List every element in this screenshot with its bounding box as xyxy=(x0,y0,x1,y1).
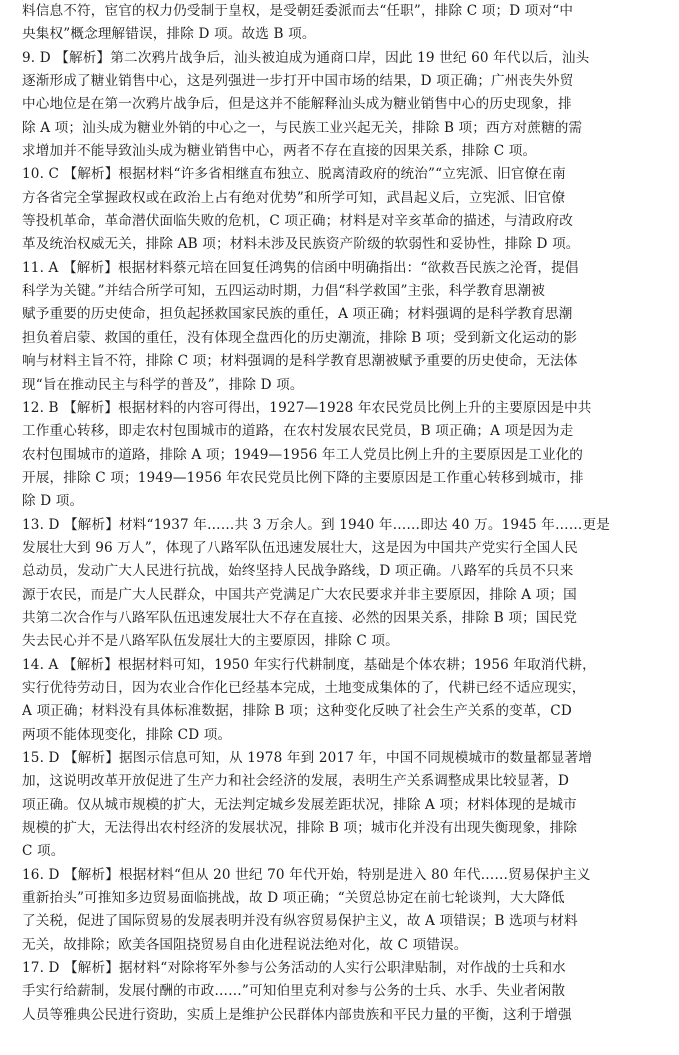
text-line: 源于农民，而是广大人民群众，中国共产党满足广大农民要求并非主要原因，排除 A 项；国 xyxy=(22,586,577,603)
text-line: 求增加并不能导致汕头成为糖业销售中心，两者不存在直接的因果关系，排除 C 项。 xyxy=(22,143,537,160)
text-line: 无关，故排除；欧美各国阻挠贸易自由化进程说法绝对化，故 C 项错误。 xyxy=(22,936,468,953)
item-15-line: 15. D 【解析】据图示信息可知，从 1978 年到 2017 年，中国不同规模城市的数量都显著增 xyxy=(22,750,593,766)
item-13-line: 13. D 【解析】材料“1937 年……共 3 万余人。到 1940 年……即达 40 万。1945 年……更是 xyxy=(22,516,610,533)
text-line: 现“旨在推动民主与科学的普及”，排除 D 项。 xyxy=(22,376,304,393)
text-line: 革及统治权威无关，排除 AB 项；材料未涉及民族资产阶级的软弱性和妥协性，排除 D 项。 xyxy=(22,236,580,253)
item-14-line: 14. A 【解析】根据材料可知，1950 年实行代耕制度，基础是个体农耕；1956 年取消代耕， xyxy=(22,656,596,673)
text-line: 开展，排除 C 项；1949—1956 年农民党员比例下降的主要原因是工作重心转移到城市，排 xyxy=(22,469,584,486)
text-line: 担负着启蒙、救国的重任，没有体现全盘西化的历史潮流，排除 B 项；受到新文化运动的影 xyxy=(22,329,578,346)
text-line: 发展壮大到 96 万人”，体现了八路军队伍迅速发展壮大，这是因为中国共产党实行全国人民 xyxy=(22,539,578,556)
text-line: C 项。 xyxy=(22,843,65,860)
text-line: 央集权”概念理解错误，排除 D 项。故选 B 项。 xyxy=(22,26,316,43)
text-line: 赋予重要的历史使命，担负起拯救国家民族的重任，A 项正确；材料强调的是科学教育思潮 xyxy=(22,306,573,323)
item-11-line: 11. A 【解析】根据材料蔡元培在回复任鸿隽的信函中明确指出：“欲救吾民族之沦胥，提倡 xyxy=(22,259,579,276)
text-line: 工作重心转移，即走农村包围城市的道路，在农村发展农民党员，B 项正确；A 项是因为走 xyxy=(22,423,574,440)
text-line: 中心地位是在第一次鸦片战争后，但是这并不能解释汕头成为糖业销售中心的历史现象，排 xyxy=(22,96,572,113)
text-line: 人员等雅典公民进行资助，实质上是维护公民群体内部贵族和平民力量的平衡，这利于增强 xyxy=(22,1006,572,1023)
text-line: 重新抬头”可推知多边贸易面临挑战，故 D 项正确；“关贸总协定在前七轮谈判，大大降低 xyxy=(22,890,565,907)
item-17-line: 17. D 【解析】据材料“对除将军外参与公务活动的人实行公职津贴制，对作战的士兵和水 xyxy=(22,960,566,977)
item-9-line: 9. D 【解析】第二次鸦片战争后，汕头被迫成为通商口岸，因此 19 世纪 60 年代以后，汕头 xyxy=(22,49,590,66)
text-line: 规模的扩大，无法得出农村经济的发展状况，排除 B 项；城市化并没有出现失衡现象，排除 xyxy=(22,820,578,837)
text-line: 农村包围城市的道路，排除 A 项；1949—1956 年工人党员比例上升的主要原因是工业化的 xyxy=(22,446,584,463)
item-16-line: 16. D 【解析】根据材料“但从 20 世纪 70 年代开始，特别是进入 80 年代……贸易保护主义 xyxy=(22,866,591,883)
text-line: 加，这说明改革开放促进了生产力和社会经济的发展，表明生产关系调整成果比较显著，D xyxy=(22,773,570,790)
text-line: 总动员，发动广大人民进行抗战，始终坚持人民战争路线，D 项正确。八路军的兵员不只来 xyxy=(22,563,574,580)
text-line: 共第二次合作与八路军队伍迅速发展壮大不存在直接、必然的因果关系，排除 B 项；国民党 xyxy=(22,609,578,626)
text-line: 等投机革命，革命潜伏面临失败的危机，C 项正确；材料是对辛亥革命的描述，与清政府改 xyxy=(22,213,574,230)
text-line: 两项不能体现变化，排除 CD 项。 xyxy=(22,726,232,743)
text-line: 失去民心并不是八路军队伍发展壮大的主要原因，排除 C 项。 xyxy=(22,633,399,650)
text-line: 响与材料主旨不符，排除 C 项；材料强调的是科学教育思潮被赋予重要的历史使命，无法体 xyxy=(22,353,578,370)
text-line: 了关税，促进了国际贸易的发展表明并没有纵容贸易保护主义，故 A 项错误；B 选项与材料 xyxy=(22,913,578,930)
text-line: 除 D 项。 xyxy=(22,493,84,510)
text-line: 项正确。仅从城市规模的扩大，无法判定城乡发展差距状况，排除 A 项；材料体现的是城市 xyxy=(22,796,577,813)
text-line: 手实行给薪制，发展付酬的市政……”可知伯里克利对参与公务的士兵、水手、失业者闲散 xyxy=(22,983,566,1000)
text-line: 料信息不符，宦官的权力仍受制于皇权，是受朝廷委派而去“任职”，排除 C 项；D 项对“中 xyxy=(22,3,574,19)
text-line: 方各省完全掌握政权或在政治上占有绝对优势”和所学可知，武昌起义后，立宪派、旧官僚 xyxy=(22,189,566,206)
text-line: 实行优待劳动日，因为农业合作化已经基本完成，土地变成集体的了，代耕已经不适应现实， xyxy=(22,679,586,696)
text-line: 逐渐形成了糖业销售中心，这是列强进一步打开中国市场的结果，D 项正确；广州丧失外贸 xyxy=(22,73,574,90)
item-12-line: 12. B 【解析】根据材料的内容可得出，1927—1928 年农民党员比例上升的主要原因是中共 xyxy=(22,399,592,416)
text-line: A 项正确；材料没有具体标准数据，排除 B 项；这种变化反映了社会生产关系的变革，CD xyxy=(22,703,572,720)
text-line: 除 A 项；汕头成为糖业外销的中心之一，与民族工业兴起无关，排除 B 项；西方对蔗糖的需 xyxy=(22,119,583,136)
text-line: 科学为关键。”并结合所学可知，五四运动时期，力倡“科学救国”主张，科学教育思潮被 xyxy=(22,283,546,300)
item-10-line: 10. C 【解析】根据材料“许多省相继直布独立、脱离清政府的统治”“立宪派、旧官僚在南 xyxy=(22,166,566,183)
